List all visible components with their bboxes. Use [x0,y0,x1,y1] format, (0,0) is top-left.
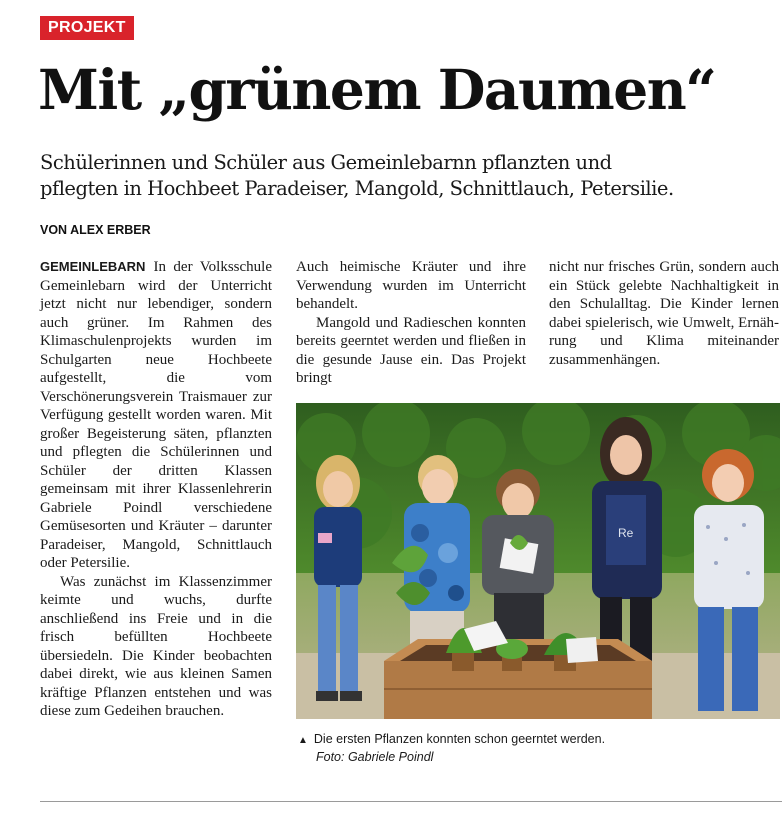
section-tag: PROJEKT [40,16,134,40]
caption-triangle-icon: ▲ [298,735,308,746]
article-column-3 [549,258,779,369]
subheadline [40,150,782,202]
article-column-1 [40,258,272,721]
article-paragraph: Was zunächst im Klassenzimmer keimte und wuchs, durfte anschließend ins Freie und in die frisch befüllten Hochbeete übersiedeln. Die Kinder beobachten dabei direkt, wie aus kleinen Samen kräftige Pflanzen entstehen und was diese zum Gedeihen brauchen. [40,573,272,719]
article-column-2 [296,258,526,388]
paragraph-text: In der Volksschule Gemeinlebarn wird der Unterricht jetzt nicht nur lebendiger, sondern auch grüner. Im Rahmen des Klimaschulenprojekts wurden im Schulgarten neue Hochbeete aufgestellt, die vom Verschönerungsverein Traismauer zur Verfügung gestellt worden waren. Mit großer Begeisterung säten, pflanzten und pflegten die Schülerinnen und Schüler der dritten Klassen gemeinsam mit ihrer Klassenlehrerin Gabriele Poindl verschiedene Gemüsesorten und Kräuter – darunter Paradeiser, Mangold, Schnittlauch oder Petersilie. [40,259,272,571]
photo-caption [298,731,778,766]
caption-text: Die ersten Pflanzen konnten schon geerntet werden. [313,732,606,746]
article-paragraph: Auch heimische Kräuter und ihre Verwendung wurden im Unterricht behandelt. [296,259,526,312]
photo-illustration [296,403,780,719]
photo-credit: Foto: Gabriele Poindl [316,750,434,764]
byline: VON ALEX ERBER [40,223,151,237]
subhead-line-1: Schülerinnen und Schüler aus Gemeinlebarnn pflanzten und [40,151,612,174]
article-paragraph: nicht nur frisches Grün, sondern auch ein Stück gelebte Nachhaltigkeit in den Schulalltag. Die Kinder lernen dabei spielerisch, wie Umwelt, Ernährung und Klima miteinander zusammenhängen. [549,259,779,368]
article-photo [296,403,780,719]
shirt-print: Re [618,526,634,540]
article-paragraph: Mangold und Radieschen konnten bereits geerntet werden und fließen in die gesunde Jause ein. Das Projekt bringt [296,314,526,386]
dateline: GEMEINLEBARN [40,259,146,274]
bottom-divider [40,801,782,802]
subhead-line-2: pflegten in Hochbeet Paradeiser, Mangold, Schnittlauch, Petersilie. [40,177,674,200]
headline: Mit „grünem Daumen“ [38,57,716,122]
article-paragraph [40,258,272,573]
